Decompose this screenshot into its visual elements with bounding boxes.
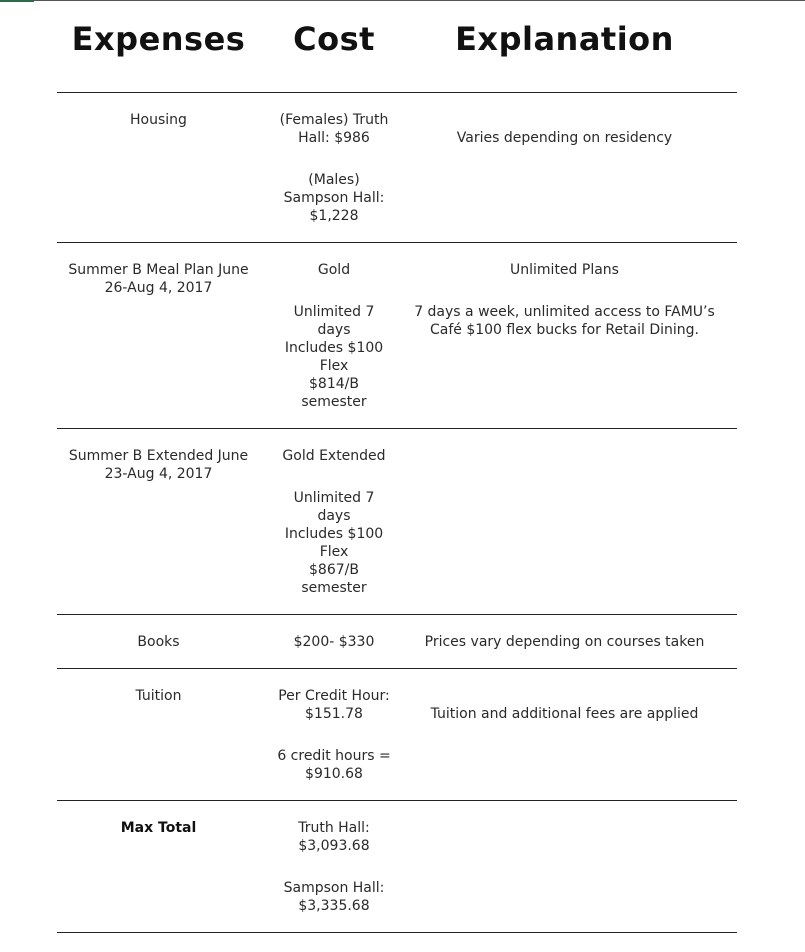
spacer: [270, 723, 398, 747]
cost-cell: [270, 819, 398, 915]
expense-text: Books: [137, 634, 180, 650]
cost-text: (Females) Truth: [279, 112, 389, 128]
corner-accent: [0, 0, 34, 2]
expense-text: 23-Aug 4, 2017: [104, 466, 213, 482]
header-expenses: Expenses: [71, 20, 246, 58]
cost-text: days: [317, 508, 351, 524]
header-cost: Cost: [293, 20, 375, 58]
cost-text: Sampson Hall:: [283, 190, 385, 206]
spacer: [270, 855, 398, 879]
table-row-meal-plan: [57, 243, 737, 429]
cost-text: $814/B: [309, 376, 359, 392]
expense-cell: [57, 261, 260, 297]
cost-text: days: [317, 322, 351, 338]
cost-text: Hall: $986: [298, 130, 370, 146]
cost-cell: [270, 687, 398, 783]
cost-text: Flex: [319, 358, 349, 374]
expense-table: [57, 0, 737, 933]
explanation-cell: [403, 705, 726, 723]
cost-text: semester: [301, 580, 367, 596]
cost-text: $151.78: [305, 706, 363, 722]
cost-cell: [270, 261, 398, 411]
expense-cell: [57, 687, 260, 705]
cost-text: Gold: [317, 262, 351, 278]
table-row-meal-plan-extended: [57, 429, 737, 615]
expense-cell: [57, 111, 260, 129]
expense-text: 26-Aug 4, 2017: [104, 280, 213, 296]
cost-cell: [270, 111, 398, 225]
explanation-text: Varies depending on residency: [456, 130, 673, 146]
cost-text: $200- $330: [293, 634, 375, 650]
explanation-text: Unlimited Plans: [510, 262, 619, 278]
explanation-cell: [403, 261, 726, 339]
cost-text: semester: [301, 394, 367, 410]
cost-text: Truth Hall:: [298, 820, 370, 836]
expense-text: Summer B Extended June: [68, 448, 249, 464]
explanation-text: Prices vary depending on courses taken: [424, 634, 705, 650]
expense-text: Tuition: [135, 688, 182, 704]
cost-text: $3,093.68: [298, 838, 370, 854]
cost-text: Sampson Hall:: [283, 880, 385, 896]
cost-text: Unlimited 7: [293, 490, 375, 506]
cost-text: $3,335.68: [298, 898, 370, 914]
expense-text: Housing: [130, 112, 187, 128]
table-row-tuition: [57, 669, 737, 801]
explanation-text: Café $100 flex bucks for Retail Dining.: [429, 322, 699, 338]
cost-text: Per Credit Hour:: [278, 688, 390, 704]
cost-text: $910.68: [305, 766, 363, 782]
cost-text: Includes $100: [284, 526, 384, 542]
header-explanation: Explanation: [455, 20, 674, 58]
table-row-housing: [57, 93, 737, 243]
table-header: [57, 0, 737, 93]
cost-text: (Males): [308, 172, 360, 188]
explanation-cell: [403, 633, 726, 651]
spacer: [270, 465, 398, 489]
expense-cell: [57, 633, 260, 651]
explanation-cell: [403, 129, 726, 147]
cost-text: Flex: [319, 544, 349, 560]
table-body: [57, 93, 737, 933]
cost-text: $867/B: [309, 562, 359, 578]
cost-text: $1,228: [309, 208, 359, 224]
cost-cell: [270, 447, 398, 597]
explanation-text: Tuition and additional fees are applied: [430, 706, 699, 722]
cost-cell: [270, 633, 398, 651]
expense-cell: [57, 447, 260, 483]
expense-cell: [57, 819, 260, 837]
spacer: [270, 147, 398, 171]
table-row-books: [57, 615, 737, 669]
table-row-max-total: [57, 801, 737, 933]
cost-text: Unlimited 7: [293, 304, 375, 320]
spacer: [270, 279, 398, 303]
expense-text: Max Total: [120, 820, 197, 836]
expense-text: Summer B Meal Plan June: [68, 262, 249, 278]
cost-text: Includes $100: [284, 340, 384, 356]
spacer: [403, 279, 726, 303]
cost-text: 6 credit hours =: [277, 748, 391, 764]
explanation-text: 7 days a week, unlimited access to FAMU’s: [414, 304, 715, 320]
cost-text: Gold Extended: [282, 448, 386, 464]
